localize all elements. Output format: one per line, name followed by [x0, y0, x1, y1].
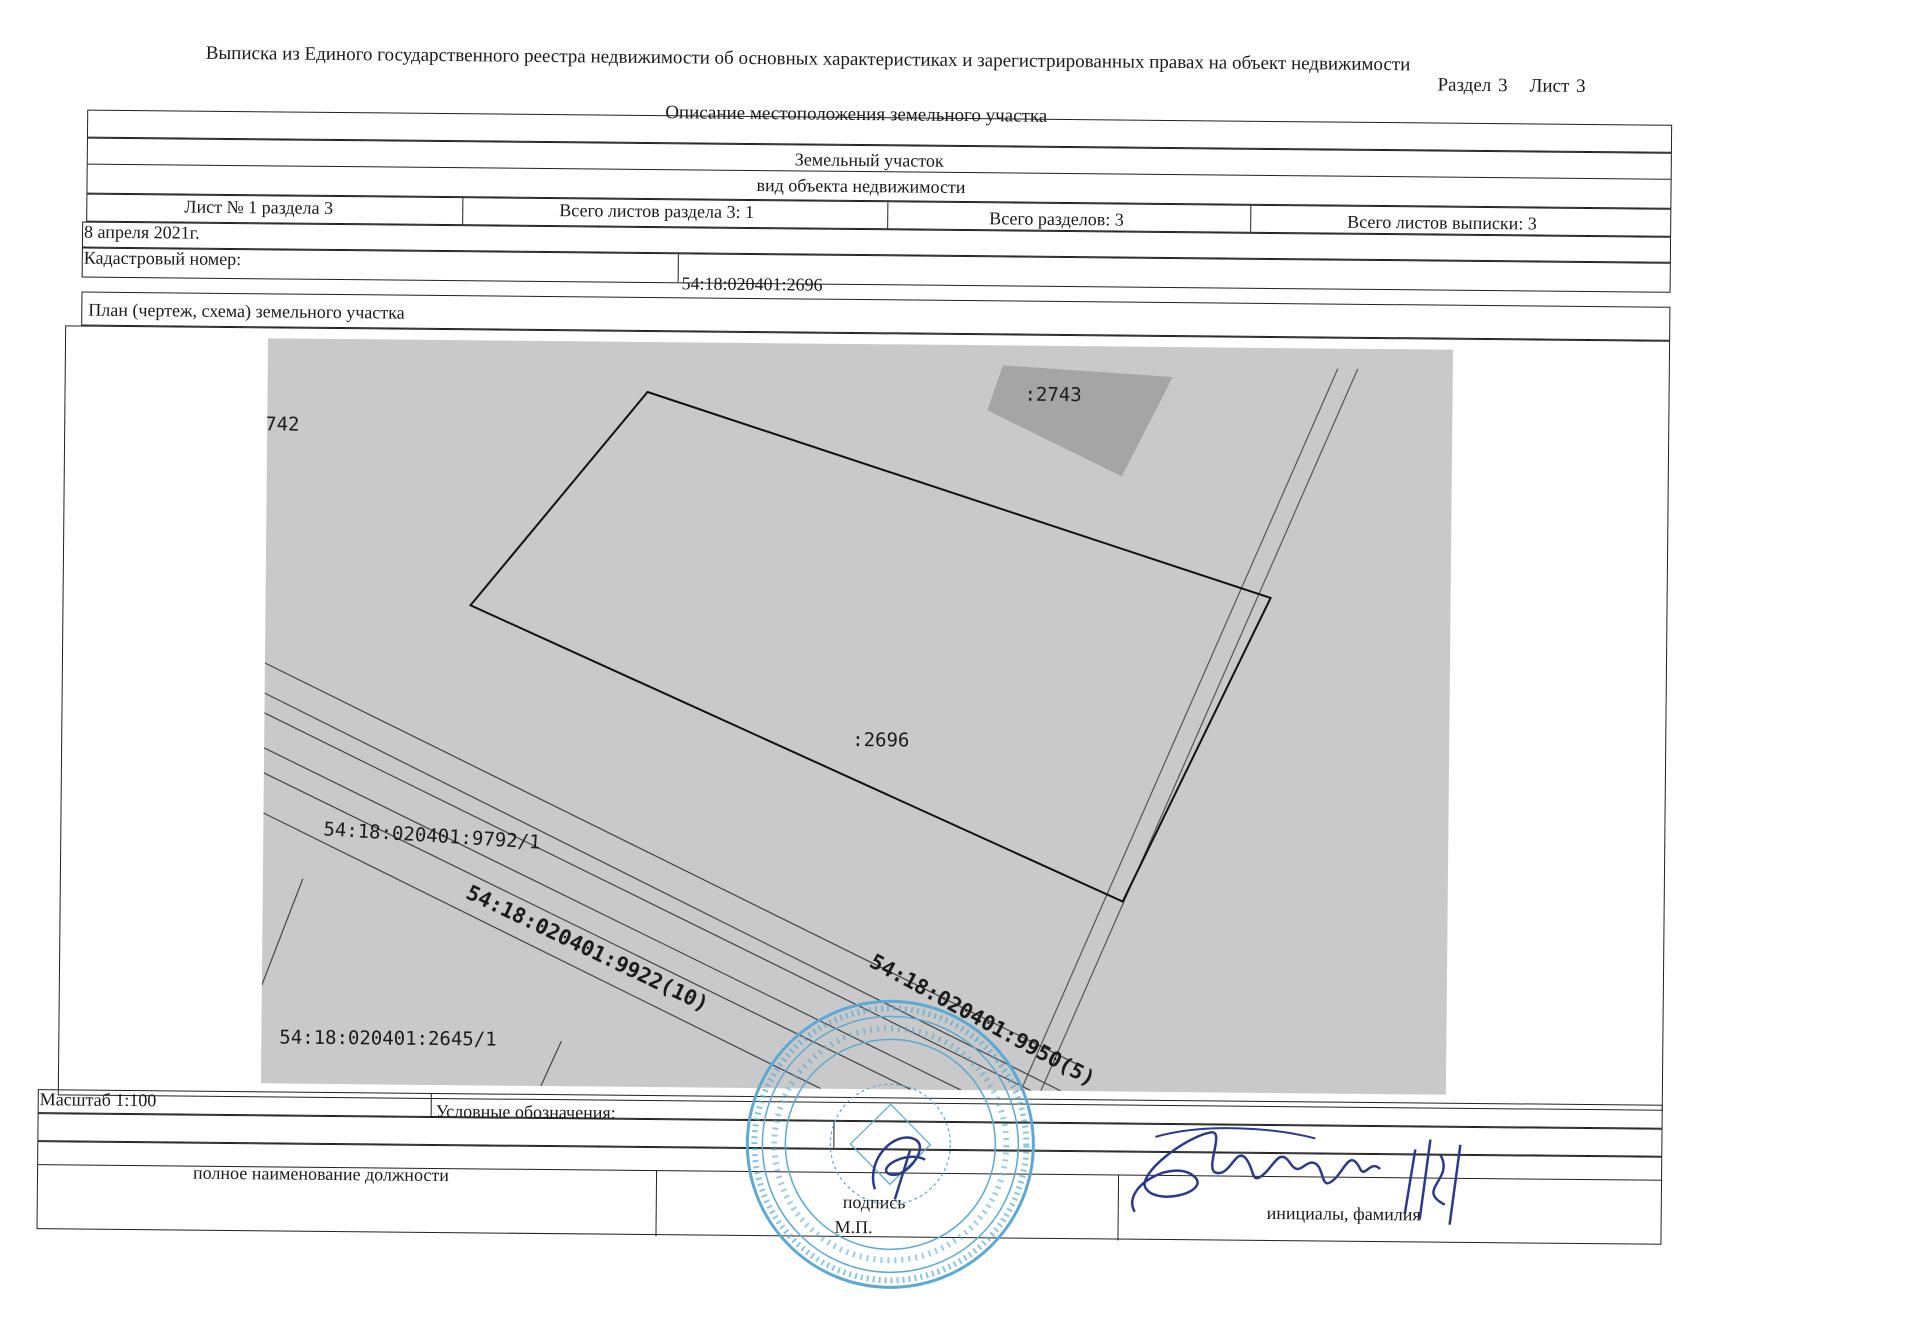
neighbor-parcel-2743 — [987, 365, 1173, 477]
document-title: Выписка из Единого государственного реестра недвижимости об основных характеристиках и зарегистрированных правах на объект недвижимости — [205, 42, 1411, 76]
signature-mark-2 — [1115, 1117, 1536, 1231]
sheet-number-cell: Лист № 1 раздела 3 — [184, 196, 334, 218]
object-kind-caption: вид объекта недвижимости — [756, 175, 966, 198]
parcel-2645-line-2 — [541, 1041, 561, 1086]
section-sheet-info — [1437, 75, 1585, 98]
right-boundary-line-1 — [1021, 366, 1338, 1094]
map-label-road-2: 54:18:020401:9922(10) — [462, 880, 713, 1017]
map-drawing — [261, 338, 1453, 1094]
right-boundary-line-2 — [1041, 366, 1358, 1094]
parcel-2696-boundary — [468, 390, 1273, 903]
position-caption: полное наименование должности — [192, 1162, 450, 1186]
cadastral-label: Кадастровый номер: — [83, 247, 242, 270]
map-label-edge: 742 — [265, 413, 300, 436]
parcel-2645-line — [261, 878, 303, 1039]
object-name: Земельный участок — [794, 149, 944, 171]
sheet-number: Лист 3 — [1529, 75, 1586, 97]
signature-caption: подпись — [842, 1191, 906, 1213]
plan-caption: План (чертеж, схема) земельного участка — [88, 299, 405, 323]
map-label-road-3: 54:18:020401:9950(5) — [865, 949, 1100, 1092]
map-label-neighbor: :2743 — [1024, 383, 1082, 407]
map-label-parcel-bottom: 54:18:020401:2645/1 — [279, 1026, 497, 1051]
total-sheets-extract-cell: Всего листов выписки: 3 — [1347, 211, 1537, 234]
legend-label: Условные обозначения: — [435, 1100, 616, 1123]
signature-mark-1 — [855, 1119, 946, 1210]
stamp-caption: М.П. — [834, 1216, 873, 1238]
cadastral-map — [261, 338, 1453, 1094]
map-label-parcel: :2696 — [852, 728, 910, 752]
total-sheets-section-cell: Всего листов раздела 3: 1 — [559, 200, 755, 223]
document-subtitle: Описание местоположения земельного участка — [665, 102, 1048, 127]
cadastral-number: 54:18:020401:2696 — [681, 273, 823, 295]
name-caption: инициалы, фамилия — [1266, 1202, 1421, 1225]
section-number: Раздел 3 — [1437, 74, 1508, 97]
document-date: 8 апреля 2021г. — [83, 221, 200, 243]
total-sections-cell: Всего разделов: 3 — [989, 208, 1124, 230]
scale-label: Масштаб 1:100 — [39, 1089, 157, 1111]
map-label-road-1: 54:18:020401:9792/1 — [322, 818, 542, 854]
